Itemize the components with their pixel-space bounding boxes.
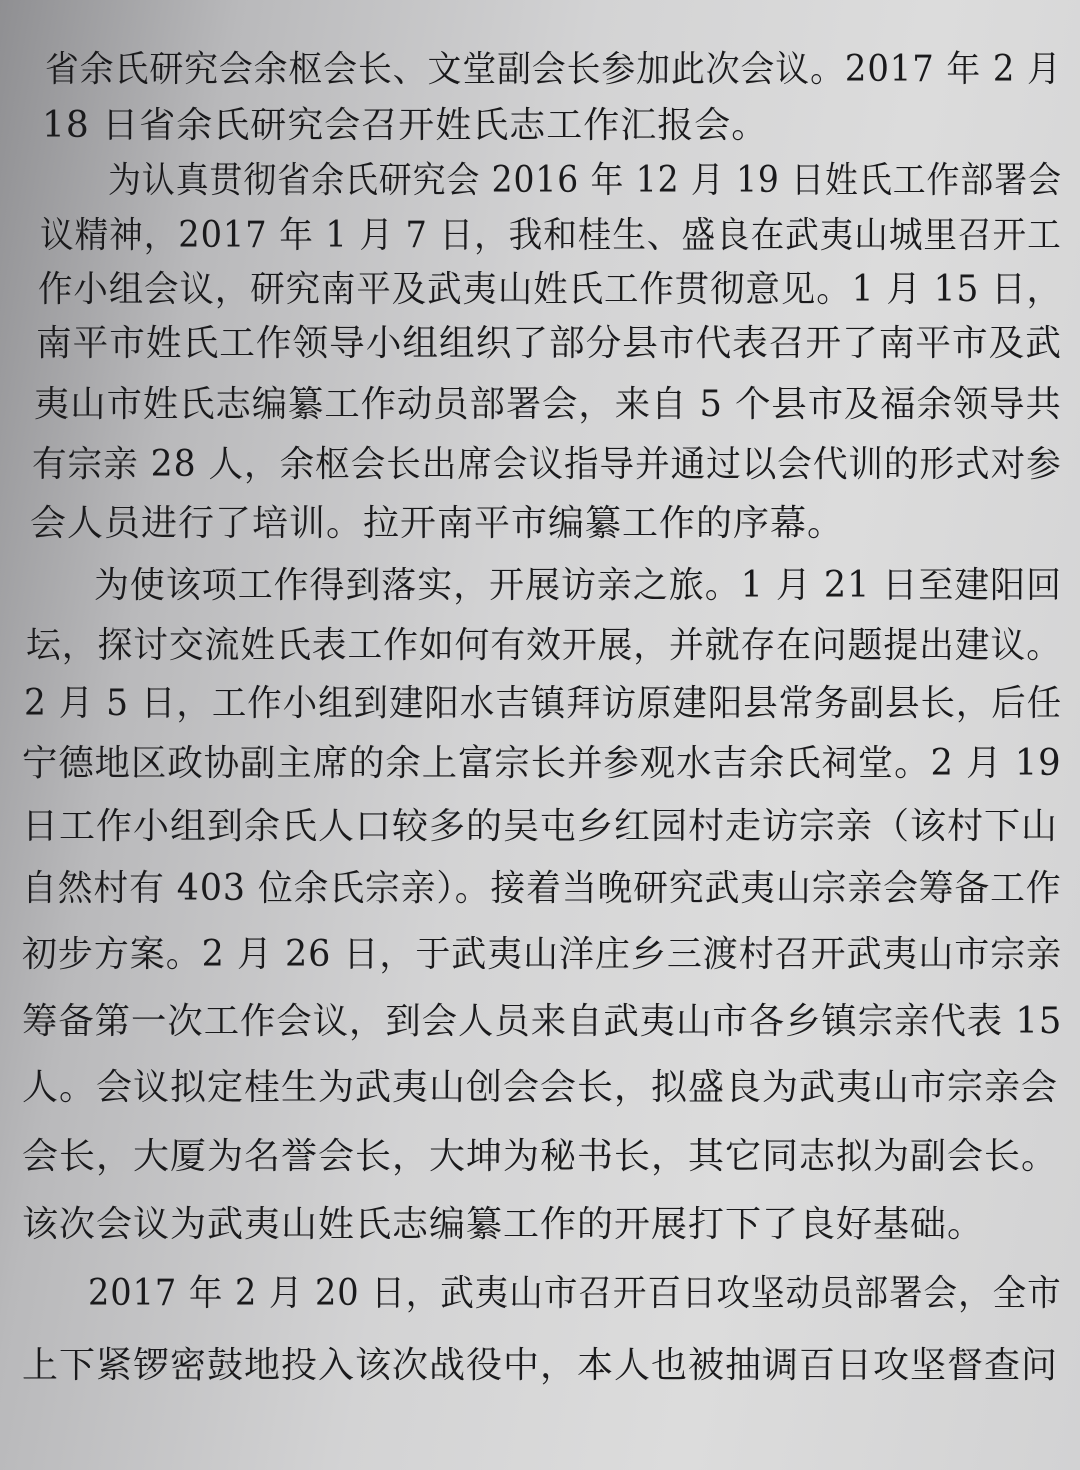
text-line: 南平市姓氏工作领导小组组织了部分县市代表召开了南平市及武 — [36, 323, 1062, 364]
text-line: 日工作小组到余氏人口较多的吴屯乡红园村走访宗亲（该村下山 — [22, 806, 1059, 847]
text-line: 2017 年 2 月 20 日，武夷山市召开百日攻坚动员部署会，全市 — [88, 1273, 1062, 1314]
text-line: 坛，探讨交流姓氏表工作如何有效开展，并就存在问题提出建议。 — [26, 625, 1062, 666]
text-line: 自然村有 403 位余氏宗亲）。接着当晚研究武夷山宗亲会筹备工作 — [22, 868, 1062, 909]
text-line: 夷山市姓氏志编纂工作动员部署会，来自 5 个县市及福余领导共 — [34, 384, 1062, 425]
text-line: 筹备第一次工作会议，到会人员来自武夷山市各乡镇宗亲代表 15 — [22, 1001, 1063, 1042]
text-line: 有宗亲 28 人，余枢会长出席会议指导并通过以会代训的形式对参 — [32, 444, 1062, 485]
text-line: 为使该项工作得到落实，开展访亲之旅。1 月 21 日至建阳回 — [94, 565, 1063, 606]
text-line: 上下紧锣密鼓地投入该次战役中，本人也被抽调百日攻坚督查问 — [22, 1345, 1059, 1386]
text-line: 会人员进行了培训。拉开南平市编纂工作的序幕。 — [30, 503, 845, 544]
text-line: 初步方案。2 月 26 日，于武夷山洋庄乡三渡村召开武夷山市宗亲 — [22, 934, 1063, 975]
text-line: 2 月 5 日，工作小组到建阳水吉镇拜访原建阳县常务副县长，后任 — [24, 683, 1063, 724]
text-line: 18 日省余氏研究会召开姓氏志工作汇报会。 — [42, 105, 769, 146]
text-line: 会长，大厦为名誉会长，大坤为秘书长，其它同志拟为副会长。 — [22, 1136, 1059, 1177]
text-line: 为认真贯彻省余氏研究会 2016 年 12 月 19 日姓氏工作部署会 — [108, 160, 1062, 201]
text-line: 该次会议为武夷山姓氏志编纂工作的开展打下了良好基础。 — [22, 1204, 985, 1245]
text-line: 作小组会议，研究南平及武夷山姓氏工作贯彻意见。1 月 15 日， — [38, 269, 1063, 310]
text-line: 议精神，2017 年 1 月 7 日，我和桂生、盛良在武夷山城里召开工 — [40, 215, 1062, 256]
text-line: 宁德地区政协副主席的余上富宗长并参观水吉余氏祠堂。2 月 19 — [22, 743, 1062, 784]
text-line: 人。会议拟定桂生为武夷山创会会长，拟盛良为武夷山市宗亲会 — [22, 1067, 1059, 1108]
text-line: 省余氏研究会余枢会长、文堂副会长参加此次会议。2017 年 2 月 — [45, 49, 1062, 90]
